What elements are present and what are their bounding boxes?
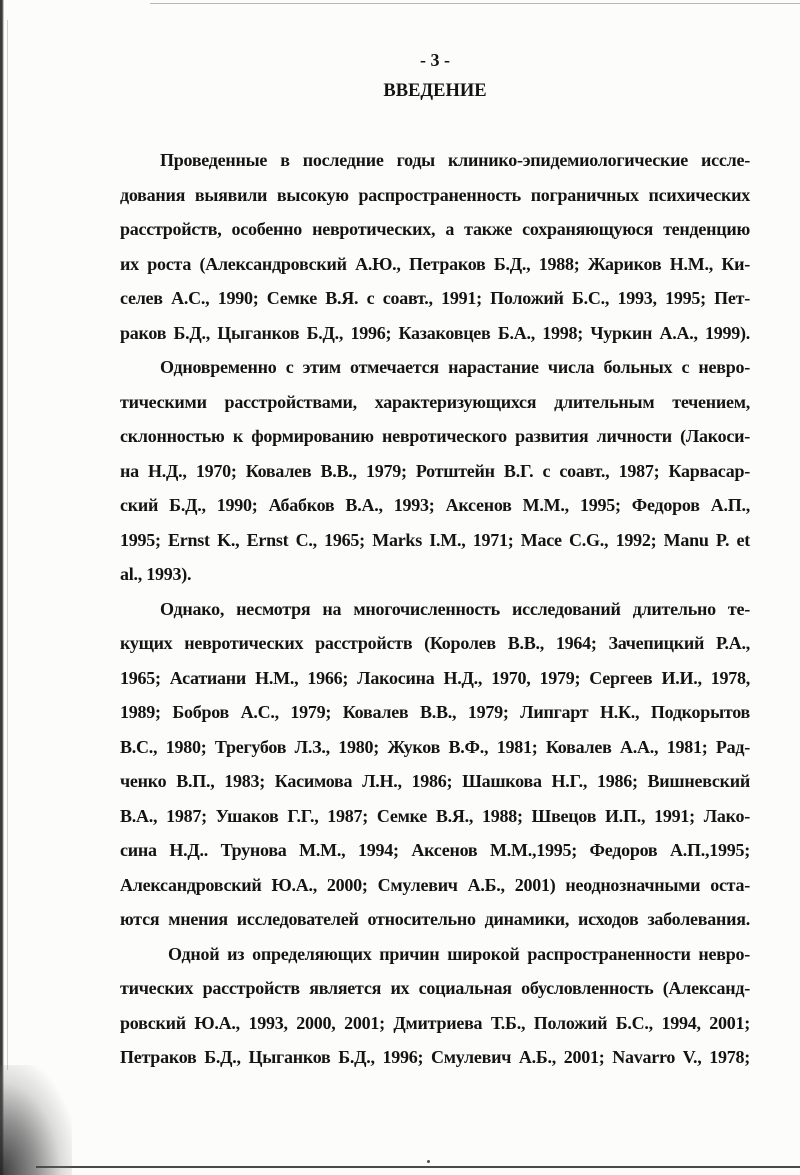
text-line: кущих невротических расстройств (Королев В.В., 1964; Зачепицкий Р.А., [120,633,750,653]
text-line: 1989; Бобров А.С., 1979; Ковалев В.В., 1979; Липгарт Н.К., Подкорытов [120,702,750,722]
scan-bottom-edge [36,1166,800,1168]
text-line: их роста (Александровский А.Ю., Петраков Б.Д., 1988; Жариков Н.М., Ки- [120,253,750,274]
scan-dust-dot [427,1160,430,1163]
paragraph-4 [120,937,750,1075]
text-line: Александровский Ю.А., 2000; Смулевич А.Б., 2001) неоднозначными оста- [120,874,750,895]
text-line: на Н.Д., 1970; Ковалев В.В., 1979; Ротштейн В.Г. с соавт., 1987; Карвасар- [120,460,750,481]
scan-top-edge [150,3,800,4]
text-line: 1995; Ernst K., Ernst C., 1965; Marks I.M., 1971; Mace C.G., 1992; Manu P. et [120,529,750,550]
text-line: ченко В.П., 1983; Касимова Л.Н., 1986; Шашкова Н.Г., 1986; Вишневский [120,771,750,791]
text-line: тических расстройств является их социальная обусловленность (Александ- [120,978,750,998]
scan-left-edge-shadow [7,20,8,1070]
text-line: тическими расстройствами, характеризующихся длительным течением, [120,391,750,412]
text-line: сина Н.Д.. Трунова М.М., 1994; Аксенов М.М.,1995; Федоров А.П.,1995; [120,840,750,860]
text-line: al., 1993). [120,564,192,584]
body-text [120,143,750,1075]
text-line: склонностью к формированию невротического развития личности (Лакоси- [120,426,750,446]
text-line: Проведенные в последние годы клинико-эпидемиологические иссле- [160,150,750,170]
text-line: ровский Ю.А., 1993, 2000, 2001; Дмитриева Т.Б., Положий Б.С., 1994, 2001; [120,1012,750,1033]
text-line: В.А., 1987; Ушаков Г.Г., 1987; Семке В.Я., 1988; Швецов И.П., 1991; Лако- [120,805,750,826]
text-line: 1965; Асатиани Н.М., 1966; Лакосина Н.Д., 1970, 1979; Сергеев И.И., 1978, [120,667,750,688]
text-line: Одной из определяющих причин широкой распространенности невро- [168,943,750,964]
paragraph-3 [120,592,750,937]
paragraph-1 [120,143,750,350]
scan-corner-smudge [0,1065,72,1175]
scan-left-edge [0,0,4,1175]
paragraph-2 [120,350,750,592]
text-line: ский Б.Д., 1990; Абабков В.А., 1993; Аксенов М.М., 1995; Федоров А.П., [120,495,750,515]
section-title: ВВЕДЕНИЕ [383,81,487,101]
text-line: дования выявили высокую распространенность пограничных психических [120,184,750,205]
text-line: Однако, несмотря на многочисленность исследований длительно те- [160,598,750,619]
page-number: - 3 - [420,50,450,70]
text-line: ются мнения исследователей относительно динамики, исходов заболевания. [120,909,750,929]
text-line: Петраков Б.Д., Цыганков Б.Д., 1996; Смулевич А.Б., 2001; Navarro V., 1978; [120,1047,750,1067]
text-line: раков Б.Д., Цыганков Б.Д., 1996; Казаковцев Б.А., 1998; Чуркин А.А., 1999). [120,322,750,343]
text-line: В.С., 1980; Трегубов Л.З., 1980; Жуков В.Ф., 1981; Ковалев А.А., 1981; Рад- [120,736,750,757]
text-line: селев А.С., 1990; Семке В.Я. с соавт., 1991; Положий Б.С., 1993, 1995; Пет- [120,288,750,308]
text-line: Одновременно с этим отмечается нарастание числа больных с невро- [160,357,750,377]
text-line: расстройств, особенно невротических, а также сохраняющуюся тенденцию [120,219,750,239]
